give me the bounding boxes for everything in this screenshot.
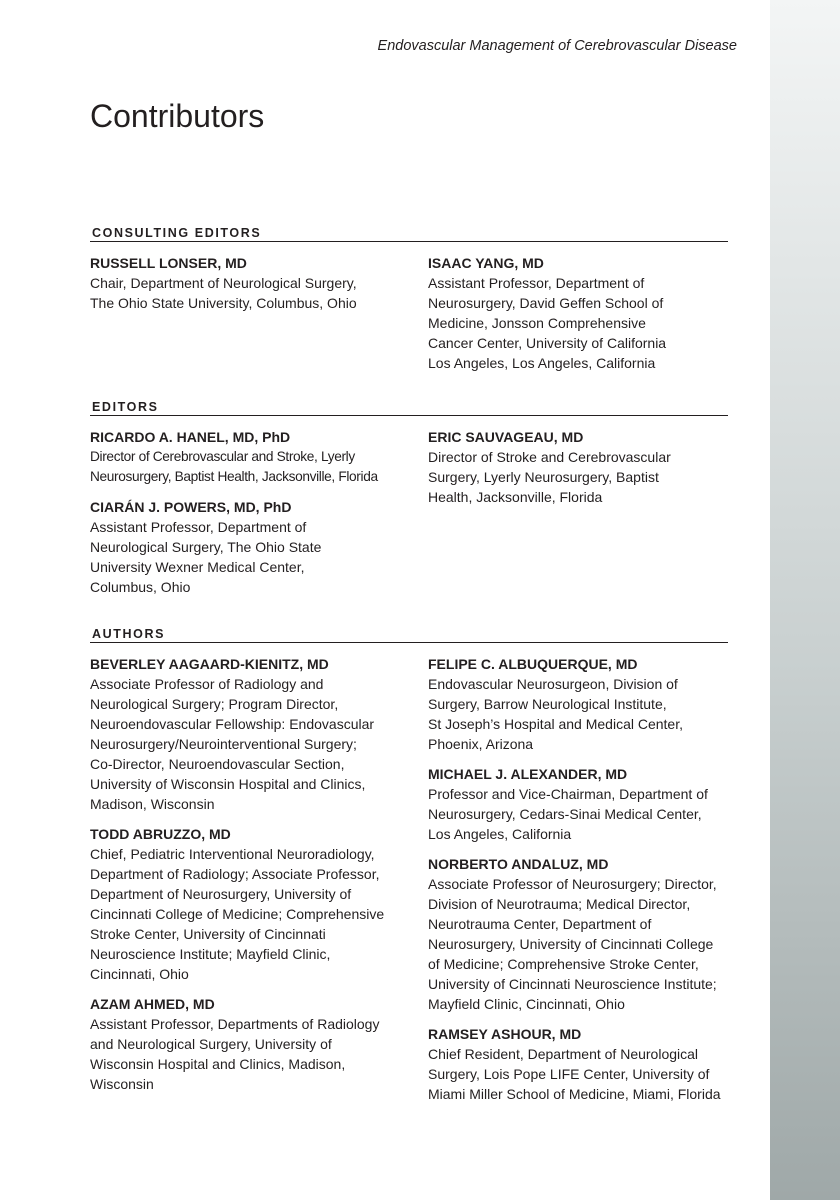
contributor-affiliation-line: Surgery, Lois Pope LIFE Center, University of [428, 1066, 710, 1082]
contributor-affiliation-line: Mayfield Clinic, Cincinnati, Ohio [428, 996, 625, 1012]
contributor-entry [428, 1024, 728, 1104]
contributor-affiliation-line: Assistant Professor, Departments of Radiology [90, 1016, 380, 1032]
left-column [90, 654, 428, 1114]
contributor-affiliation-line: Los Angeles, California [428, 826, 572, 842]
contributor-affiliation-line: Director of Cerebrovascular and Stroke, Lyerly [90, 449, 355, 464]
contributor-affiliation-line: Associate Professor of Neurosurgery; Director, [428, 876, 717, 892]
contributor-entry [90, 253, 428, 313]
left-column [90, 427, 428, 607]
contributor-affiliation-line: Division of Neurotrauma; Medical Director, [428, 896, 691, 912]
contributor-name: NORBERTO ANDALUZ, MD [428, 856, 609, 872]
contributor-affiliation-line: Neurosurgery, Baptist Health, Jacksonville, Florida [90, 469, 378, 484]
contributor-affiliation-line: Neurological Surgery, The Ohio State [90, 539, 322, 555]
contributor-name: AZAM AHMED, MD [90, 996, 215, 1012]
contributor-affiliation-line: Chair, Department of Neurological Surgery, [90, 275, 357, 291]
decorative-side-bar [770, 0, 840, 1200]
contributor-affiliation-line: University of Wisconsin Hospital and Clinics, [90, 776, 366, 792]
contributor-affiliation-line: Wisconsin Hospital and Clinics, Madison, [90, 1056, 346, 1072]
contributor-entry [428, 253, 728, 373]
contributor-entry [90, 824, 428, 984]
contributor-affiliation-line: Professor and Vice-Chairman, Department of [428, 786, 708, 802]
right-column [428, 253, 728, 383]
contributor-affiliation-line: Department of Neurosurgery, University of [90, 886, 352, 902]
contributor-affiliation-line: Neurosurgery, Cedars-Sinai Medical Center, [428, 806, 702, 822]
contributor-affiliation-line: Stroke Center, University of Cincinnati [90, 926, 326, 942]
contributor-affiliation-line: Wisconsin [90, 1076, 154, 1092]
contributor-affiliation-line: Director of Stroke and Cerebrovascular [428, 449, 671, 465]
contributor-affiliation-line: Assistant Professor, Department of [428, 275, 645, 291]
contributor-affiliation-line: Surgery, Lyerly Neurosurgery, Baptist [428, 469, 659, 485]
contributor-name: RAMSEY ASHOUR, MD [428, 1026, 582, 1042]
contributor-affiliation-line: Columbus, Ohio [90, 579, 191, 595]
contributor-name: MICHAEL J. ALEXANDER, MD [428, 766, 628, 782]
contributor-name: ERIC SAUVAGEAU, MD [428, 429, 584, 445]
section-editors [90, 400, 728, 607]
contributor-affiliation-line: Surgery, Barrow Neurological Institute, [428, 696, 667, 712]
contributor-entry [428, 654, 728, 754]
contributor-name: BEVERLEY AAGAARD-KIENITZ, MD [90, 656, 329, 672]
contributor-affiliation-line: Chief Resident, Department of Neurological [428, 1046, 699, 1062]
contributor-affiliation-line: University of Cincinnati Neuroscience Institute; [428, 976, 717, 992]
contributor-affiliation-line: and Neurological Surgery, University of [90, 1036, 332, 1052]
contributor-entry [428, 854, 728, 1014]
section-heading: AUTHORS [90, 627, 728, 643]
contributor-affiliation-line: Neurosurgery, University of Cincinnati College [428, 936, 714, 952]
contributor-name: CIARÁN J. POWERS, MD, PhD [90, 499, 292, 515]
contributor-affiliation-line: Associate Professor of Radiology and [90, 676, 324, 692]
contributor-affiliation-line: Miami Miller School of Medicine, Miami, Florida [428, 1086, 721, 1102]
section-consulting-editors [90, 226, 728, 383]
contributor-name: ISAAC YANG, MD [428, 255, 544, 271]
page-title: Contributors [90, 98, 265, 134]
contributor-affiliation-line: University Wexner Medical Center, [90, 559, 305, 575]
section-heading: CONSULTING EDITORS [90, 226, 728, 242]
contributor-entry [428, 764, 728, 844]
section-authors [90, 627, 728, 1114]
contributor-name: RUSSELL LONSER, MD [90, 255, 247, 271]
contributor-affiliation-line: Chief, Pediatric Interventional Neuroradiology, [90, 846, 375, 862]
contributor-affiliation-line: Neuroendovascular Fellowship: Endovascular [90, 716, 375, 732]
contributor-affiliation-line: Endovascular Neurosurgeon, Division of [428, 676, 678, 692]
contributor-affiliation-line: Neurosurgery/Neurointerventional Surgery; [90, 736, 357, 752]
right-column [428, 654, 728, 1114]
contributor-affiliation-line: Cincinnati, Ohio [90, 966, 189, 982]
contributor-entry [90, 497, 428, 597]
contributor-affiliation-line: Cincinnati College of Medicine; Comprehensive [90, 906, 385, 922]
contributor-affiliation-line: Neurosurgery, David Geffen School of [428, 295, 664, 311]
contributor-affiliation-line: Phoenix, Arizona [428, 736, 534, 752]
contributor-name: TODD ABRUZZO, MD [90, 826, 231, 842]
running-head: Endovascular Management of Cerebrovascular Disease [377, 38, 737, 54]
contributor-affiliation-line: of Medicine; Comprehensive Stroke Center, [428, 956, 699, 972]
contributor-affiliation-line: St Joseph’s Hospital and Medical Center, [428, 716, 683, 732]
contributor-affiliation-line: Department of Radiology; Associate Professor, [90, 866, 380, 882]
contributor-affiliation-line: Madison, Wisconsin [90, 796, 215, 812]
contributor-affiliation-line: Health, Jacksonville, Florida [428, 489, 603, 505]
contributor-affiliation-line: Cancer Center, University of California [428, 335, 667, 351]
contributor-affiliation-line: Los Angeles, Los Angeles, California [428, 355, 656, 371]
contributor-entry [90, 654, 428, 814]
contributor-entry [428, 427, 728, 507]
contributor-name: FELIPE C. ALBUQUERQUE, MD [428, 656, 638, 672]
contributor-affiliation-line: Neurological Surgery; Program Director, [90, 696, 339, 712]
contributor-affiliation-line: The Ohio State University, Columbus, Ohio [90, 295, 357, 311]
right-column [428, 427, 728, 607]
contributor-entry [90, 427, 428, 487]
contributor-affiliation-line: Neuroscience Institute; Mayfield Clinic, [90, 946, 331, 962]
contributor-affiliation-line: Neurotrauma Center, Department of [428, 916, 652, 932]
contributor-name: RICARDO A. HANEL, MD, PhD [90, 429, 291, 445]
contributor-affiliation-line: Co-Director, Neuroendovascular Section, [90, 756, 345, 772]
contributor-entry [90, 994, 428, 1094]
left-column [90, 253, 428, 383]
section-heading: EDITORS [90, 400, 728, 416]
contributor-affiliation-line: Medicine, Jonsson Comprehensive [428, 315, 646, 331]
contributor-affiliation-line: Assistant Professor, Department of [90, 519, 307, 535]
